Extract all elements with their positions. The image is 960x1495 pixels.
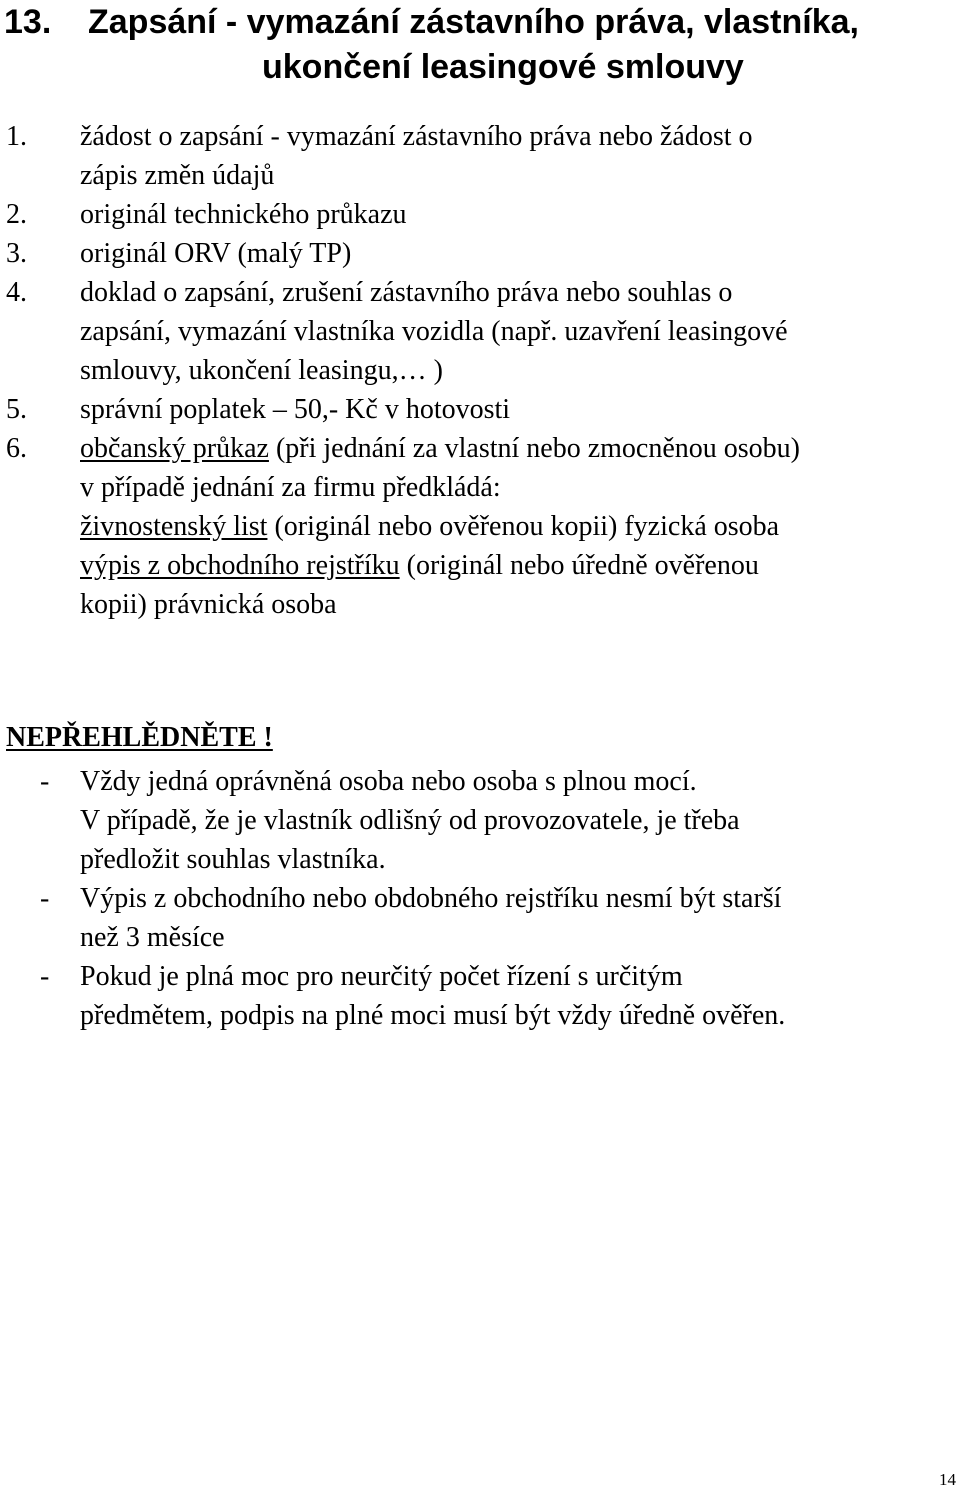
item-text: v případě jednání za firmu předkládá: xyxy=(80,472,501,503)
item-text: žádost o zapsání - vymazání zástavního práva nebo žádost o xyxy=(80,121,753,152)
notice-title: NEPŘEHLĚDNĚTE ! xyxy=(6,722,273,753)
bullet-text: předložit souhlas vlastníka. xyxy=(80,844,386,875)
list-item xyxy=(0,117,960,195)
underlined-term: živnostenský list xyxy=(80,511,268,542)
title-line-1: Zapsání - vymazání zástavního práva, vlastníka, xyxy=(88,3,859,41)
underlined-term: občanský průkaz xyxy=(80,433,269,464)
item-text xyxy=(80,507,960,546)
item-text xyxy=(80,429,960,468)
item-text: zapsání, vymazání vlastníka vozidla (např. uzavření leasingové xyxy=(80,316,788,347)
list-item xyxy=(0,390,960,429)
bullet-text: než 3 měsíce xyxy=(80,922,225,953)
item-number: 4. xyxy=(6,277,27,308)
bullet-dash: - xyxy=(40,883,50,914)
list-item xyxy=(0,195,960,234)
title-line-2: ukončení leasingové smlouvy xyxy=(262,48,744,86)
requirements-list xyxy=(0,117,960,624)
bullet-item xyxy=(0,762,960,879)
item-text: správní poplatek – 50,- Kč v hotovosti xyxy=(80,394,511,425)
item-text: originál technického průkazu xyxy=(80,199,407,230)
bullet-text: předmětem, podpis na plné moci musí být vždy úředně ověřen. xyxy=(80,1000,786,1031)
item-text: originál ORV (malý TP) xyxy=(80,238,352,269)
bullet-text: Vždy jedná oprávněná osoba nebo osoba s plnou mocí. xyxy=(80,766,697,797)
bullet-item xyxy=(0,957,960,1035)
bullet-dash: - xyxy=(40,961,50,992)
item-text: kopii) právnická osoba xyxy=(80,589,337,620)
bullet-dash: - xyxy=(40,766,50,797)
item-number: 6. xyxy=(6,433,27,464)
item-text: zápis změn údajů xyxy=(80,160,275,191)
list-item xyxy=(0,273,960,390)
item-text xyxy=(80,546,960,585)
item-text: doklad o zapsání, zrušení zástavního práva nebo souhlas o xyxy=(80,277,733,308)
bullet-text: Výpis z obchodního nebo obdobného rejstříku nesmí být starší xyxy=(80,883,782,914)
item-number: 5. xyxy=(6,394,27,425)
notice-bullets xyxy=(0,762,960,1035)
bullet-text: V případě, že je vlastník odlišný od provozovatele, je třeba xyxy=(80,805,740,836)
bullet-item xyxy=(0,879,960,957)
underlined-term: výpis z obchodního rejstříku xyxy=(80,550,400,581)
list-item xyxy=(0,429,960,624)
item-text-rest: (originál nebo ověřenou kopii) fyzická osoba xyxy=(267,511,780,542)
item-number: 3. xyxy=(6,238,27,269)
item-text-rest: (originál nebo úředně ověřenou xyxy=(399,550,759,581)
item-number: 1. xyxy=(6,121,27,152)
item-text: smlouvy, ukončení leasingu,… ) xyxy=(80,355,443,386)
section-number: 13. xyxy=(4,3,52,41)
list-item xyxy=(0,234,960,273)
item-number: 2. xyxy=(6,199,27,230)
page-number: 14 xyxy=(939,1470,956,1489)
item-text-rest: (při jednání za vlastní nebo zmocněnou osobu) xyxy=(268,433,801,464)
bullet-text: Pokud je plná moc pro neurčitý počet řízení s určitým xyxy=(80,961,683,992)
